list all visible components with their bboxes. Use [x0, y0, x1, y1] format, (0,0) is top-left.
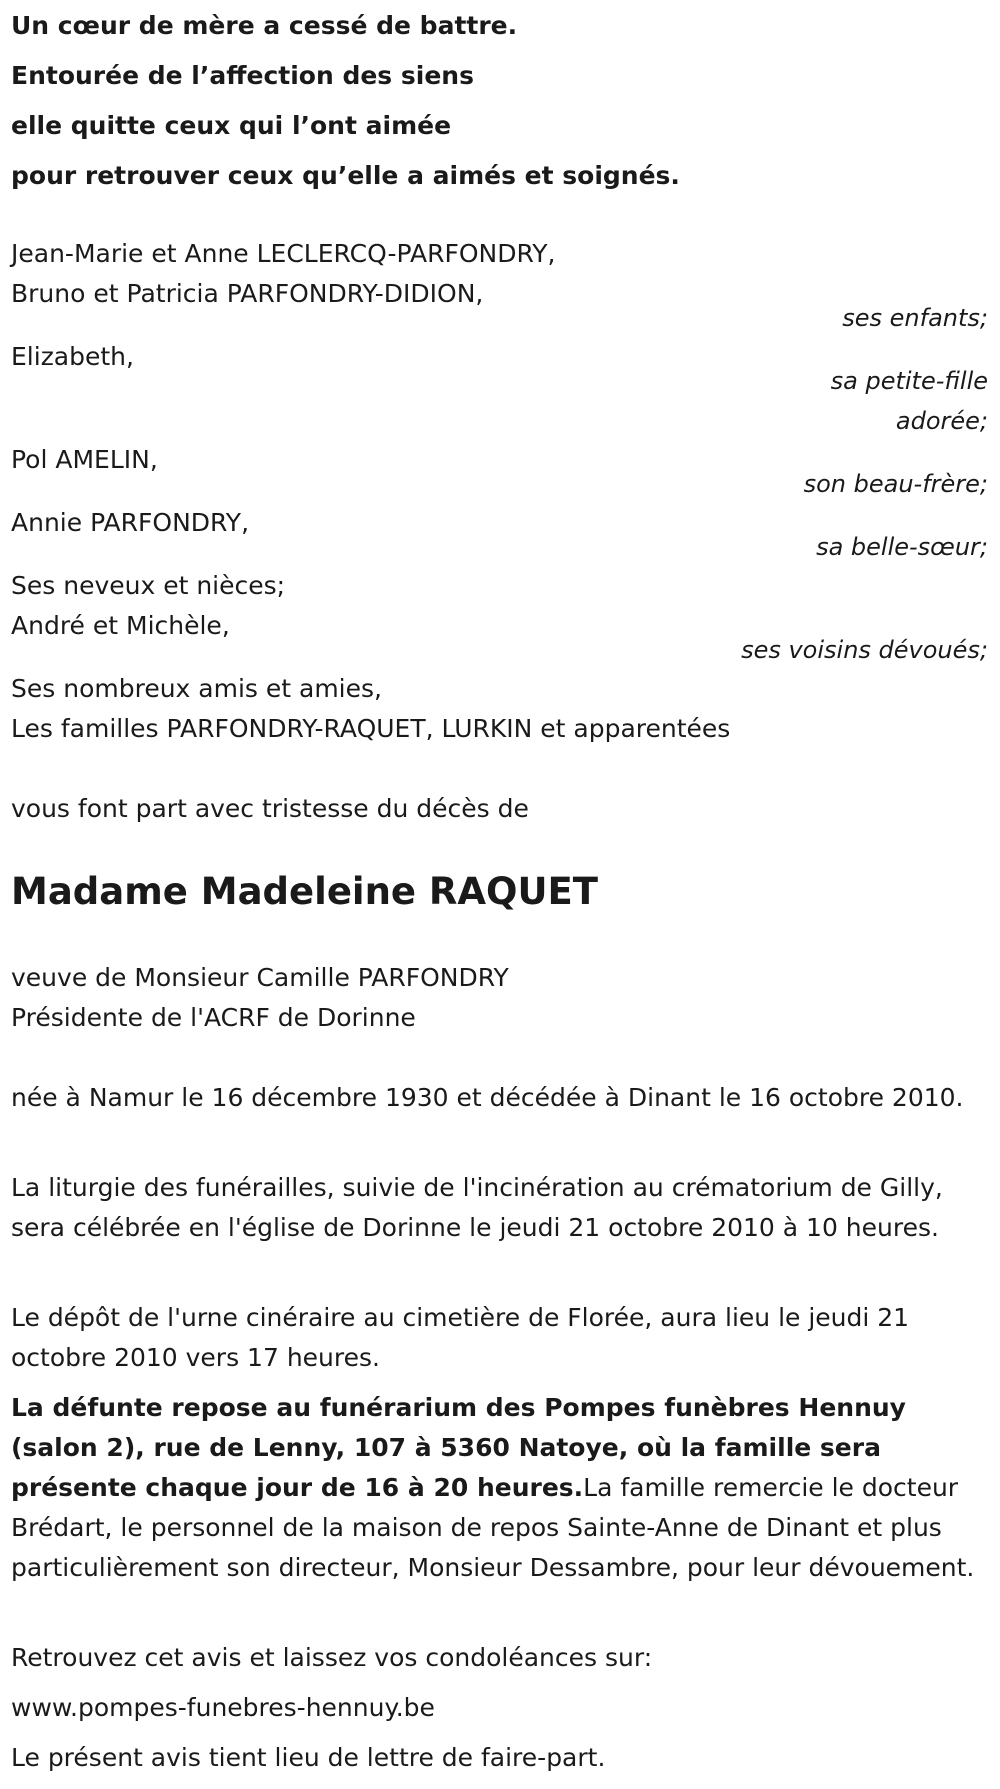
- birth-death-paragraph: née à Namur le 16 décembre 1930 et décédée à Dinant le 16 octobre 2010.: [11, 1083, 964, 1112]
- intro-line-4: pour retrouver ceux qu’elle a aimés et soignés.: [11, 161, 680, 190]
- sister-in-law-role: sa belle-sœur;: [816, 533, 988, 561]
- sister-in-law: Annie PARFONDRY,: [11, 508, 250, 537]
- repose-bold-text: La défunte repose au funérarium des Pompes funèbres Hennuy (salon 2), rue de Lenny, 107 à 5360 Natoye, où la famille sera présente chaque jour de 16 à 20 heures.: [11, 1393, 906, 1502]
- neighbors-role: ses voisins dévoués;: [741, 636, 988, 664]
- repose-paragraph: [11, 1388, 981, 1588]
- condolences-text: Retrouvez cet avis et laissez vos condoléances sur:: [11, 1643, 653, 1672]
- neighbors: André et Michèle,: [11, 611, 230, 640]
- friends: Ses nombreux amis et amies,: [11, 674, 382, 703]
- closing-note: Le présent avis tient lieu de lettre de faire-part.: [11, 1743, 606, 1772]
- brother-in-law-role: son beau-frère;: [803, 470, 988, 498]
- website-link[interactable]: www.pompes-funebres-hennuy.be: [11, 1693, 435, 1722]
- children-line-2: Bruno et Patricia PARFONDRY-DIDION,: [11, 279, 484, 308]
- thanks-text: La famille remercie le docteur Brédart, le personnel de la maison de repos Sainte-Anne de Dinant et plus particulièrement son directeur, Monsieur Dessambre, pour leur dévouement.: [11, 1473, 975, 1582]
- urn-paragraph: Le dépôt de l'urne cinéraire au cimetière de Florée, aura lieu le jeudi 21 octobre 2010 vers 17 heures.: [11, 1303, 910, 1372]
- granddaughter-role-line-1: sa petite-fille: [830, 367, 988, 395]
- widow-of: veuve de Monsieur Camille PARFONDRY: [11, 963, 509, 992]
- president-title: Présidente de l'ACRF de Dorinne: [11, 1003, 416, 1032]
- nephews-nieces: Ses neveux et nièces;: [11, 571, 286, 600]
- deceased-name: Madame Madeleine RAQUET: [11, 870, 599, 913]
- announcement: vous font part avec tristesse du décès de: [11, 794, 529, 823]
- granddaughter-role-line-2: adorée;: [895, 407, 988, 435]
- children-role: ses enfants;: [842, 304, 988, 332]
- intro-line-3: elle quitte ceux qui l’ont aimée: [11, 111, 452, 140]
- brother-in-law: Pol AMELIN,: [11, 445, 158, 474]
- intro-line-2: Entourée de l’affection des siens: [11, 61, 474, 90]
- children-line-1: Jean-Marie et Anne LECLERCQ-PARFONDRY,: [11, 239, 556, 268]
- granddaughter: Elizabeth,: [11, 342, 134, 371]
- intro-line-1: Un cœur de mère a cessé de battre.: [11, 11, 518, 40]
- liturgy-paragraph: La liturgie des funérailles, suivie de l'incinération au crématorium de Gilly, sera célébrée en l'église de Dorinne le jeudi 21 octobre 2010 à 10 heures.: [11, 1173, 943, 1242]
- families: Les familles PARFONDRY-RAQUET, LURKIN et apparentées: [11, 714, 731, 743]
